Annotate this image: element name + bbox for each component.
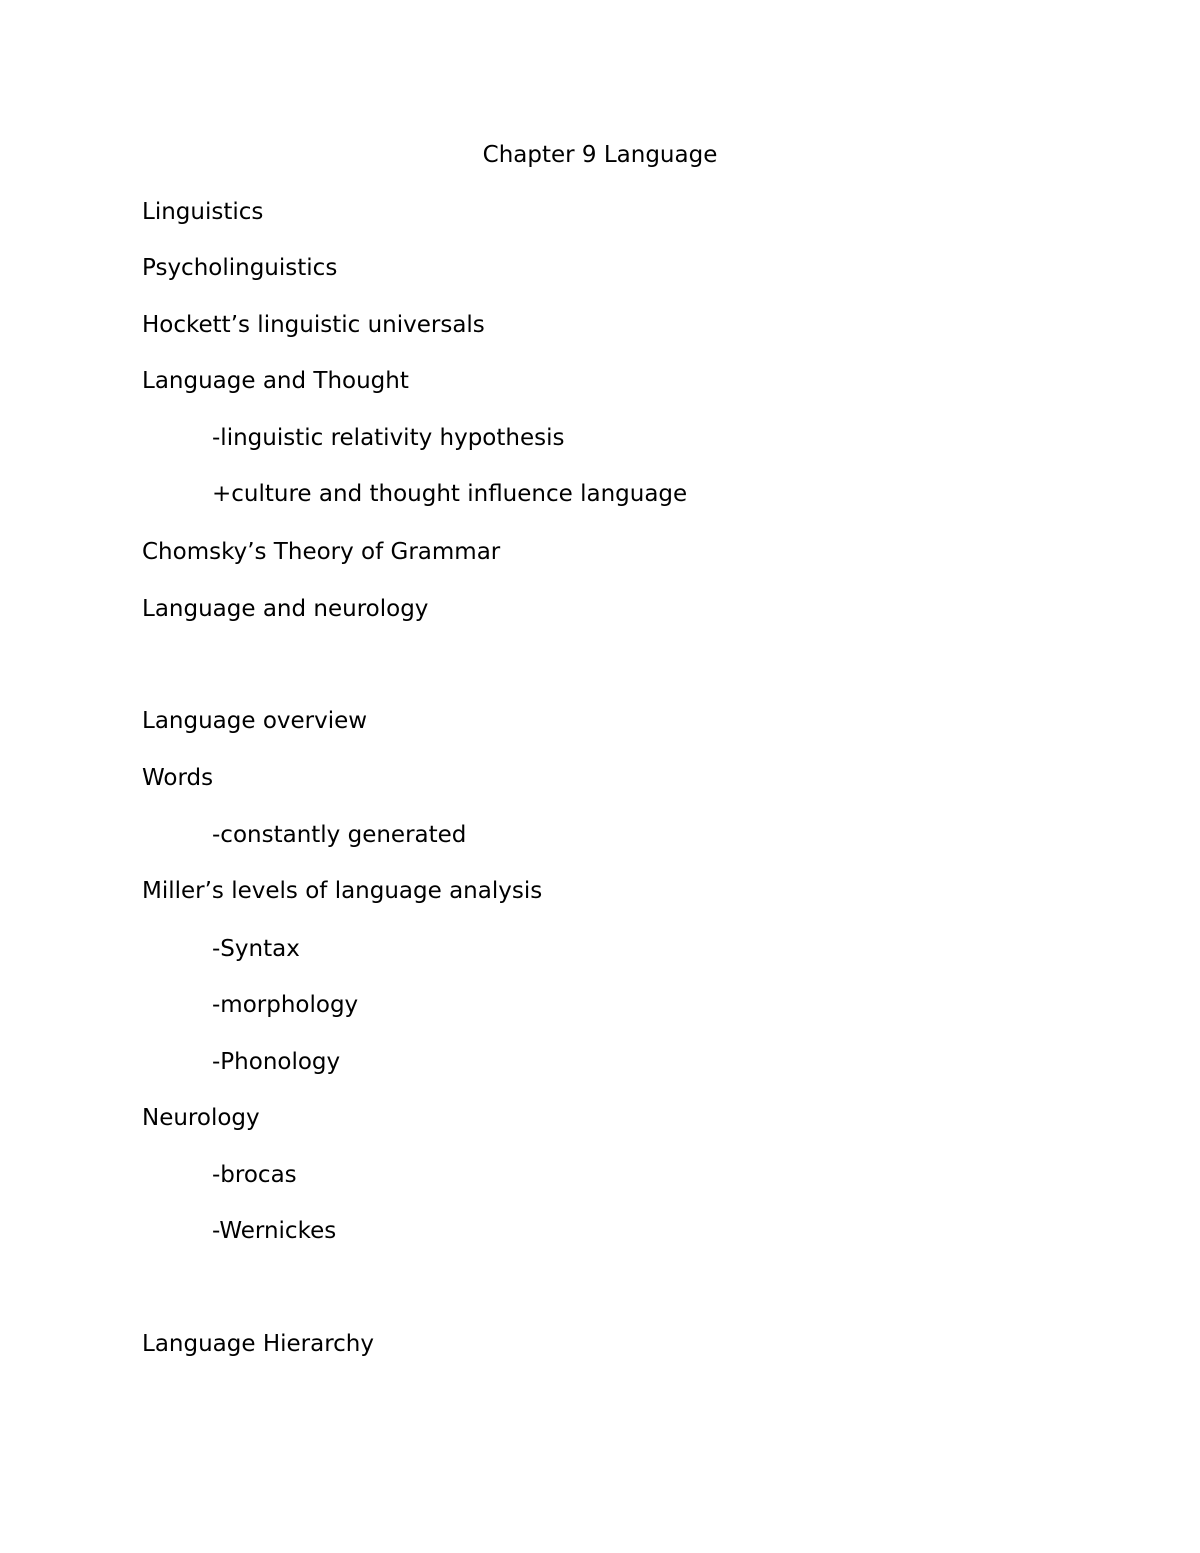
outline-line: Language overview	[142, 708, 368, 734]
page-title: Chapter 9 Language	[482, 142, 718, 168]
outline-subline: -linguistic relativity hypothesis	[212, 425, 565, 451]
outline-line: Language and neurology	[142, 596, 429, 622]
outline-subline: -constantly generated	[212, 822, 467, 848]
outline-subline: -Syntax	[212, 936, 300, 962]
outline-line: Miller’s levels of language analysis	[142, 878, 543, 904]
outline-line: Language Hierarchy	[142, 1331, 374, 1357]
outline-line: Psycholinguistics	[142, 255, 338, 281]
outline-subline: -brocas	[212, 1162, 297, 1188]
outline-subline: -Phonology	[212, 1049, 341, 1075]
outline-subline: -morphology	[212, 992, 359, 1018]
outline-line: Linguistics	[142, 199, 264, 225]
outline-line: Chomsky’s Theory of Grammar	[142, 539, 501, 565]
outline-subline: -Wernickes	[212, 1218, 337, 1244]
outline-line: Language and Thought	[142, 368, 409, 394]
outline-line: Neurology	[142, 1105, 260, 1131]
outline-line: Words	[142, 765, 214, 791]
outline-subline: +culture and thought influence language	[212, 481, 688, 507]
outline-line: Hockett’s linguistic universals	[142, 312, 485, 338]
